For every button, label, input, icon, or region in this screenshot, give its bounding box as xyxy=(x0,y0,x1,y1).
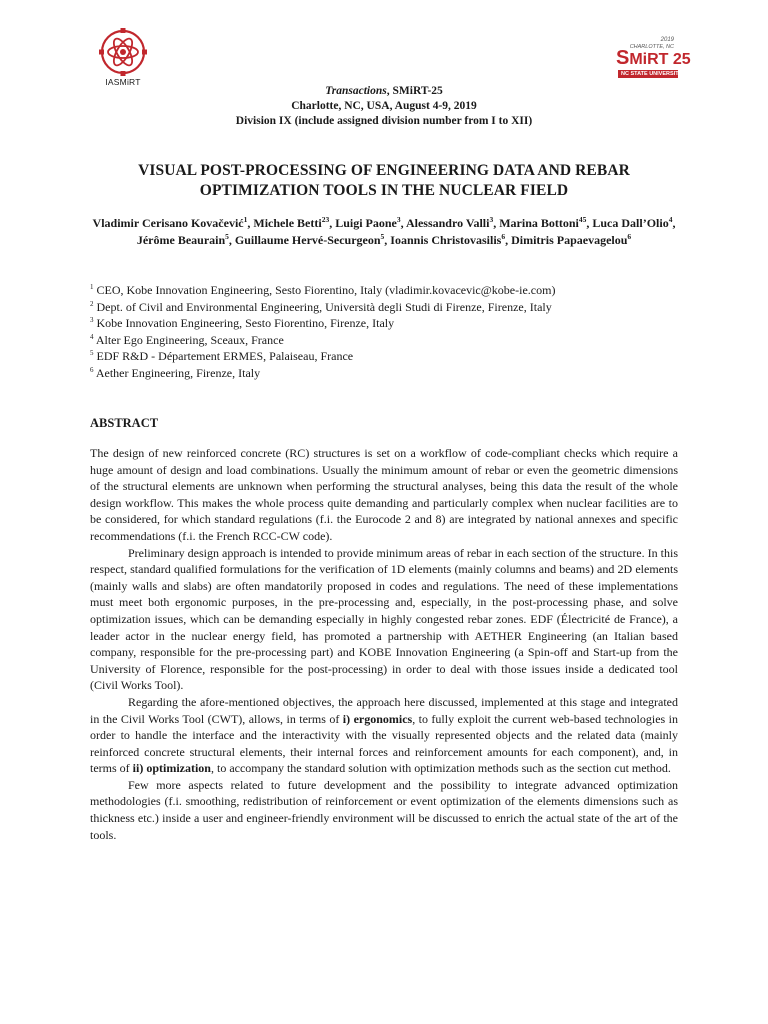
author-separator: , xyxy=(493,216,500,230)
author-name: Luigi Paone xyxy=(335,216,397,230)
affiliation-marker: 2 xyxy=(90,299,94,308)
affiliation-item xyxy=(90,365,690,382)
affiliation-item xyxy=(90,348,690,365)
affiliation-text: Kobe Innovation Engineering, Sesto Fiorentino, Firenze, Italy xyxy=(96,316,395,331)
logo-brand-s: S xyxy=(616,47,630,69)
author-separator: , xyxy=(329,216,336,230)
author-list xyxy=(90,215,678,249)
author-name: Ioannis Christovasilis xyxy=(390,233,502,247)
author-name: Jérôme Beaurain xyxy=(136,233,226,247)
affiliation-text: EDF R&D - Département ERMES, Palaiseau, France xyxy=(96,349,354,364)
abstract-body xyxy=(90,445,678,843)
logo-location: CHARLOTTE, NC xyxy=(629,44,674,50)
author-affiliation-marker: 3 xyxy=(489,215,494,224)
affiliation-item xyxy=(90,299,690,316)
header-line-1 xyxy=(0,84,768,99)
p3-text-c: , to fully exploit the current web-based technologies in order to handle the interface and the interactivity with the visually represented objects and the related data (mainly reinforced concrete structural elements, their internal forces and reinforcement amounts for each component), and, in terms of xyxy=(90,711,678,776)
affiliation-text: Aether Engineering, Firenze, Italy xyxy=(95,365,261,380)
logo-year: 2019 xyxy=(660,37,674,43)
affiliation-marker: 1 xyxy=(90,283,94,291)
logo-brand-rest: MiRT xyxy=(629,51,669,68)
author-affiliation-marker: 3 xyxy=(396,215,401,224)
p3-text-e: , to accompany the standard solution with optimization methods such as the section cut method. xyxy=(210,761,671,776)
iasmirt-logo xyxy=(91,28,155,87)
conference-name: , SMiRT-25 xyxy=(386,85,443,97)
author-affiliation-marker: 45 xyxy=(578,215,587,224)
smirt25-logo xyxy=(612,37,691,78)
author-separator: , xyxy=(247,216,254,230)
affiliation-item xyxy=(90,315,690,332)
title-line-2: OPTIMIZATION TOOLS IN THE NUCLEAR FIELD xyxy=(199,182,569,199)
affiliation-text: CEO, Kobe Innovation Engineering, Sesto Fiorentino, Italy (vladimir.kovacevic@kobe-ie.com) xyxy=(96,283,556,297)
affiliation-marker: 3 xyxy=(90,316,94,325)
logo-brand-num: 25 xyxy=(672,51,691,68)
author-affiliation-marker: 23 xyxy=(321,215,330,224)
author-name: Dimitris Papaevagelou xyxy=(511,233,628,247)
author-affiliation-marker: 5 xyxy=(380,232,385,241)
affiliation-marker: 4 xyxy=(90,332,94,341)
p3-ergonomics: i) ergonomics xyxy=(342,711,413,726)
author-name: Guillaume Hervé-Securgeon xyxy=(234,233,381,247)
author-separator: , xyxy=(228,233,235,247)
author-affiliation-marker: 6 xyxy=(627,232,632,241)
author-separator: , xyxy=(400,216,406,230)
author-affiliation-marker: 1 xyxy=(243,215,248,224)
abstract-paragraph-2: Preliminary design approach is intended to provide minimum areas of rebar in each section of the structure. In this respect, standard qualified formulations for the verification of 1D elements (mainly columns and beams) and 2D elements (mainly walls and slabs) are often mandatorily proposed in codes and regulations. The need of these implementations must meet both ergonomic purposes, in the pre-processing and, especially, in the post-processing phase, and solve optimization issues, which can be demanding especially in highly congested rebar zones. EDF (Électricité de France), a leader actor in the nuclear energy field, has promoted a partnership with AETHER Engineering (an Italian based company, responsible for the pre-processing part) and KOBE Innovation Engineering (a Spin-off and Start-up from the University of Florence, responsible for the post-processing) in order to deal with those issues inside a dedicated tool (Civil Works Tool). xyxy=(90,545,678,693)
abstract-paragraph-3 xyxy=(90,694,678,777)
header-line-3: Division IX (include assigned division number from I to XII) xyxy=(235,115,533,127)
affiliation-marker: 6 xyxy=(90,365,94,374)
iasmirt-caption: IASMiRT xyxy=(105,77,141,87)
abstract-paragraph-1: The design of new reinforced concrete (RC) structures is set on a workflow of code-compliant checks which require a huge amount of design and load combinations. Usually the minimum amount of rebar or even the geometric dimensions of the structural elements are unknown when performing the structural analyses, being this data the result of the whole design workflow. This makes the whole process quite demanding and particularly complex when nuclear facilities are to be considered, for which standard regulations (f.i. the Eurocode 2 and 8) are integrated by national annexes and specific recommendations (f.i. the French RCC-CW code). xyxy=(90,446,678,543)
author-name: Alessandro Valli xyxy=(405,216,490,230)
affiliation-text: Alter Ego Engineering, Sceaux, France xyxy=(95,332,284,347)
atom-icon xyxy=(99,28,147,76)
author-name: Luca Dall’Olio xyxy=(592,216,669,230)
ncstate-bar: NC STATE UNIVERSITY xyxy=(618,70,678,78)
abstract-paragraph-4: Few more aspects related to future development and the possibility to integrate advanced optimization methodologies (f.i. smoothing, redistribution of reinforcement or event optimization of the elements dimensions such as thickness etc.) inside a user and engineer-friendly environment will be discussed to enrich the actual state of the art of the tools. xyxy=(90,777,678,842)
affiliation-marker: 5 xyxy=(90,349,94,358)
paper-title xyxy=(0,161,768,201)
author-separator: , xyxy=(505,233,512,247)
author-separator: , xyxy=(586,216,593,230)
affiliation-item xyxy=(90,282,690,299)
header-line-2: Charlotte, NC, USA, August 4-9, 2019 xyxy=(291,100,477,112)
author-affiliation-marker: 6 xyxy=(501,232,506,241)
author-name: Vladimir Cerisano Kovačević xyxy=(92,216,244,230)
title-line-1: VISUAL POST-PROCESSING OF ENGINEERING DATA AND REBAR xyxy=(138,162,630,179)
author-name: Michele Betti xyxy=(253,216,322,230)
p3-text-a: Regarding the afore-mentioned objectives, the approach here discussed, implemented at this stage and integrated in the Civil Works Tool (CWT), allows, in terms of xyxy=(90,694,678,726)
abstract-heading: ABSTRACT xyxy=(90,416,159,430)
author-separator: , xyxy=(384,233,391,247)
affiliation-list xyxy=(90,282,690,382)
affiliation-text: Dept. of Civil and Environmental Engineering, Università degli Studi di Firenze, Firenze, Italy xyxy=(96,299,552,314)
author-affiliation-marker: 5 xyxy=(225,232,229,241)
affiliation-item xyxy=(90,332,690,349)
p3-optimization: ii) optimization xyxy=(132,761,211,776)
transactions-label: Transactions xyxy=(325,85,387,97)
author-name: Marina Bottoni xyxy=(499,216,579,230)
author-affiliation-marker: 4 xyxy=(668,215,673,224)
author-separator: , xyxy=(672,216,676,230)
